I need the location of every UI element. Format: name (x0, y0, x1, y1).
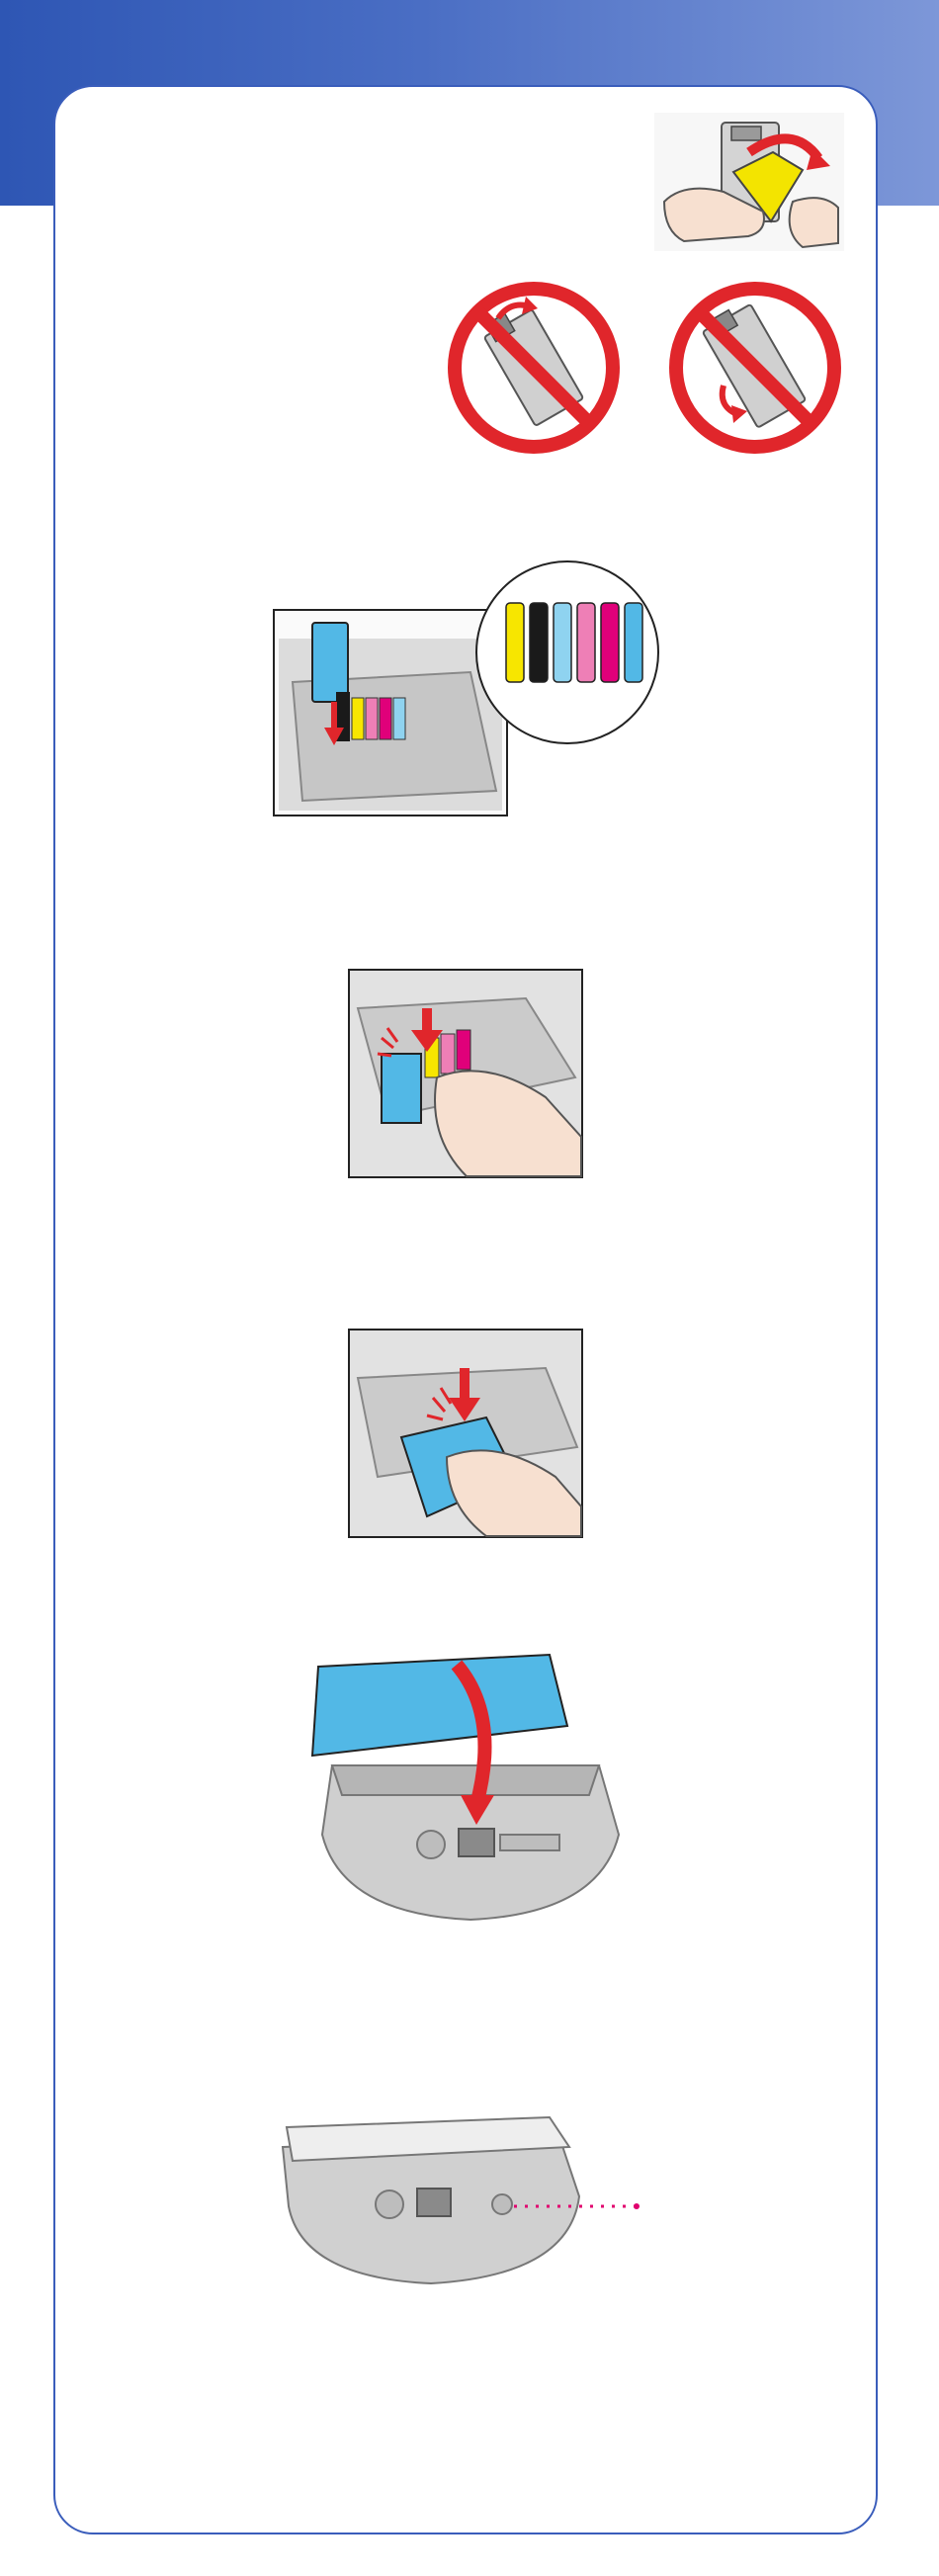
no-twist-cap-icon (445, 279, 623, 457)
close-cartridge-cover-illustration (348, 1329, 583, 1538)
press-cartridge-illustration (348, 969, 583, 1178)
close-scanner-illustration (302, 1647, 629, 1933)
remove-tape-illustration (654, 113, 844, 251)
no-remove-label-icon (666, 279, 844, 457)
printer-front-illustration (273, 2088, 648, 2293)
insert-cartridge-illustration (273, 554, 668, 820)
